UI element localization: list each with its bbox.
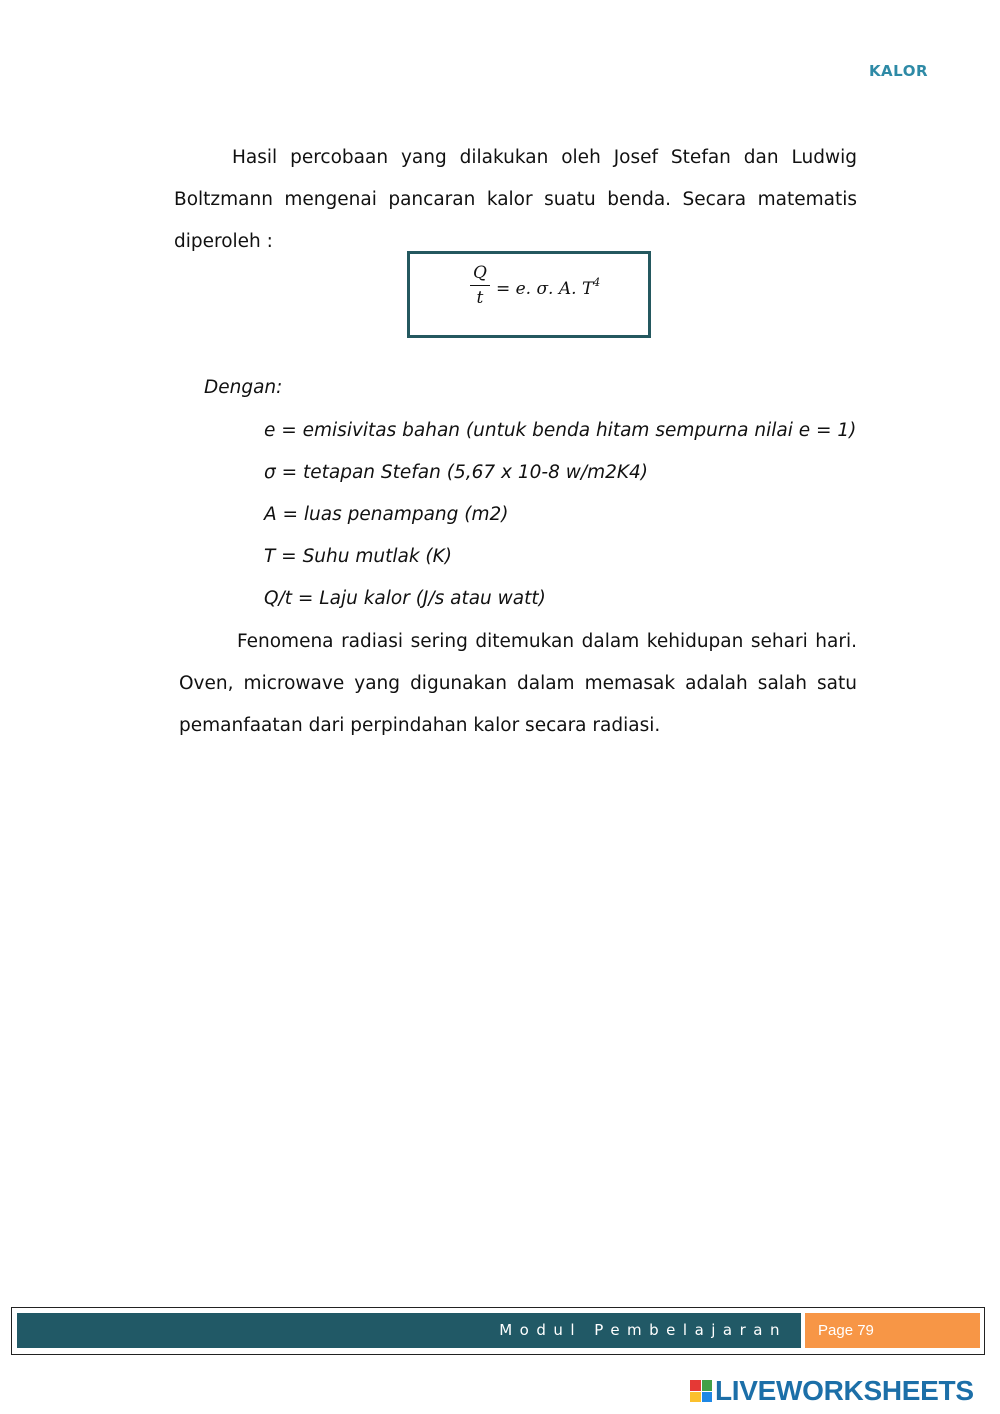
liveworksheets-watermark	[690, 1375, 974, 1407]
closing-paragraph-text: Fenomena radiasi sering ditemukan dalam kehidupan sehari hari. Oven, microwave yang digunakan dalam memasak adalah salah satu pemanfaatan dari perpindahan kalor secara radiasi.	[179, 631, 857, 736]
formula-right-side	[496, 273, 600, 299]
definitions-label: Dengan:	[204, 377, 283, 398]
page-footer	[11, 1307, 985, 1355]
formula-fraction	[470, 263, 490, 308]
definition-item: σ = tetapan Stefan (5,67 x 10-8 w/m2K4)	[264, 462, 648, 483]
footer-bar	[17, 1313, 801, 1348]
formula-rhs-text: = e. σ. A. T	[495, 278, 594, 299]
formula-exponent: 4	[593, 275, 601, 289]
definition-item: Q/t = Laju kalor (J/s atau watt)	[264, 588, 546, 609]
footer-module-label: Modul Pembelajaran	[499, 1321, 787, 1339]
formula-box	[407, 251, 651, 338]
formula-numerator: Q	[470, 263, 490, 286]
formula-denominator: t	[476, 288, 484, 308]
logo-square-green	[702, 1380, 713, 1391]
page-header-title: KALOR	[868, 62, 928, 80]
logo-square-yellow	[690, 1392, 701, 1403]
watermark-text: LIVEWORKSHEETS	[715, 1375, 974, 1406]
definition-item: A = luas penampang (m2)	[264, 504, 509, 525]
stefan-boltzmann-formula	[470, 263, 600, 308]
definition-item: T = Suhu mutlak (K)	[264, 546, 452, 567]
definitions-list	[264, 410, 856, 620]
logo-square-blue	[702, 1392, 713, 1403]
logo-square-red	[690, 1380, 701, 1391]
intro-paragraph	[174, 137, 857, 263]
definition-item: e = emisivitas bahan (untuk benda hitam sempurna nilai e = 1)	[264, 420, 857, 441]
closing-paragraph	[179, 621, 857, 747]
liveworksheets-logo-icon	[690, 1380, 712, 1402]
intro-paragraph-text: Hasil percobaan yang dilakukan oleh Josef Stefan dan Ludwig Boltzmann mengenai pancaran kalor suatu benda. Secara matematis diperoleh :	[174, 147, 857, 252]
footer-page-number: Page 79	[805, 1313, 980, 1348]
